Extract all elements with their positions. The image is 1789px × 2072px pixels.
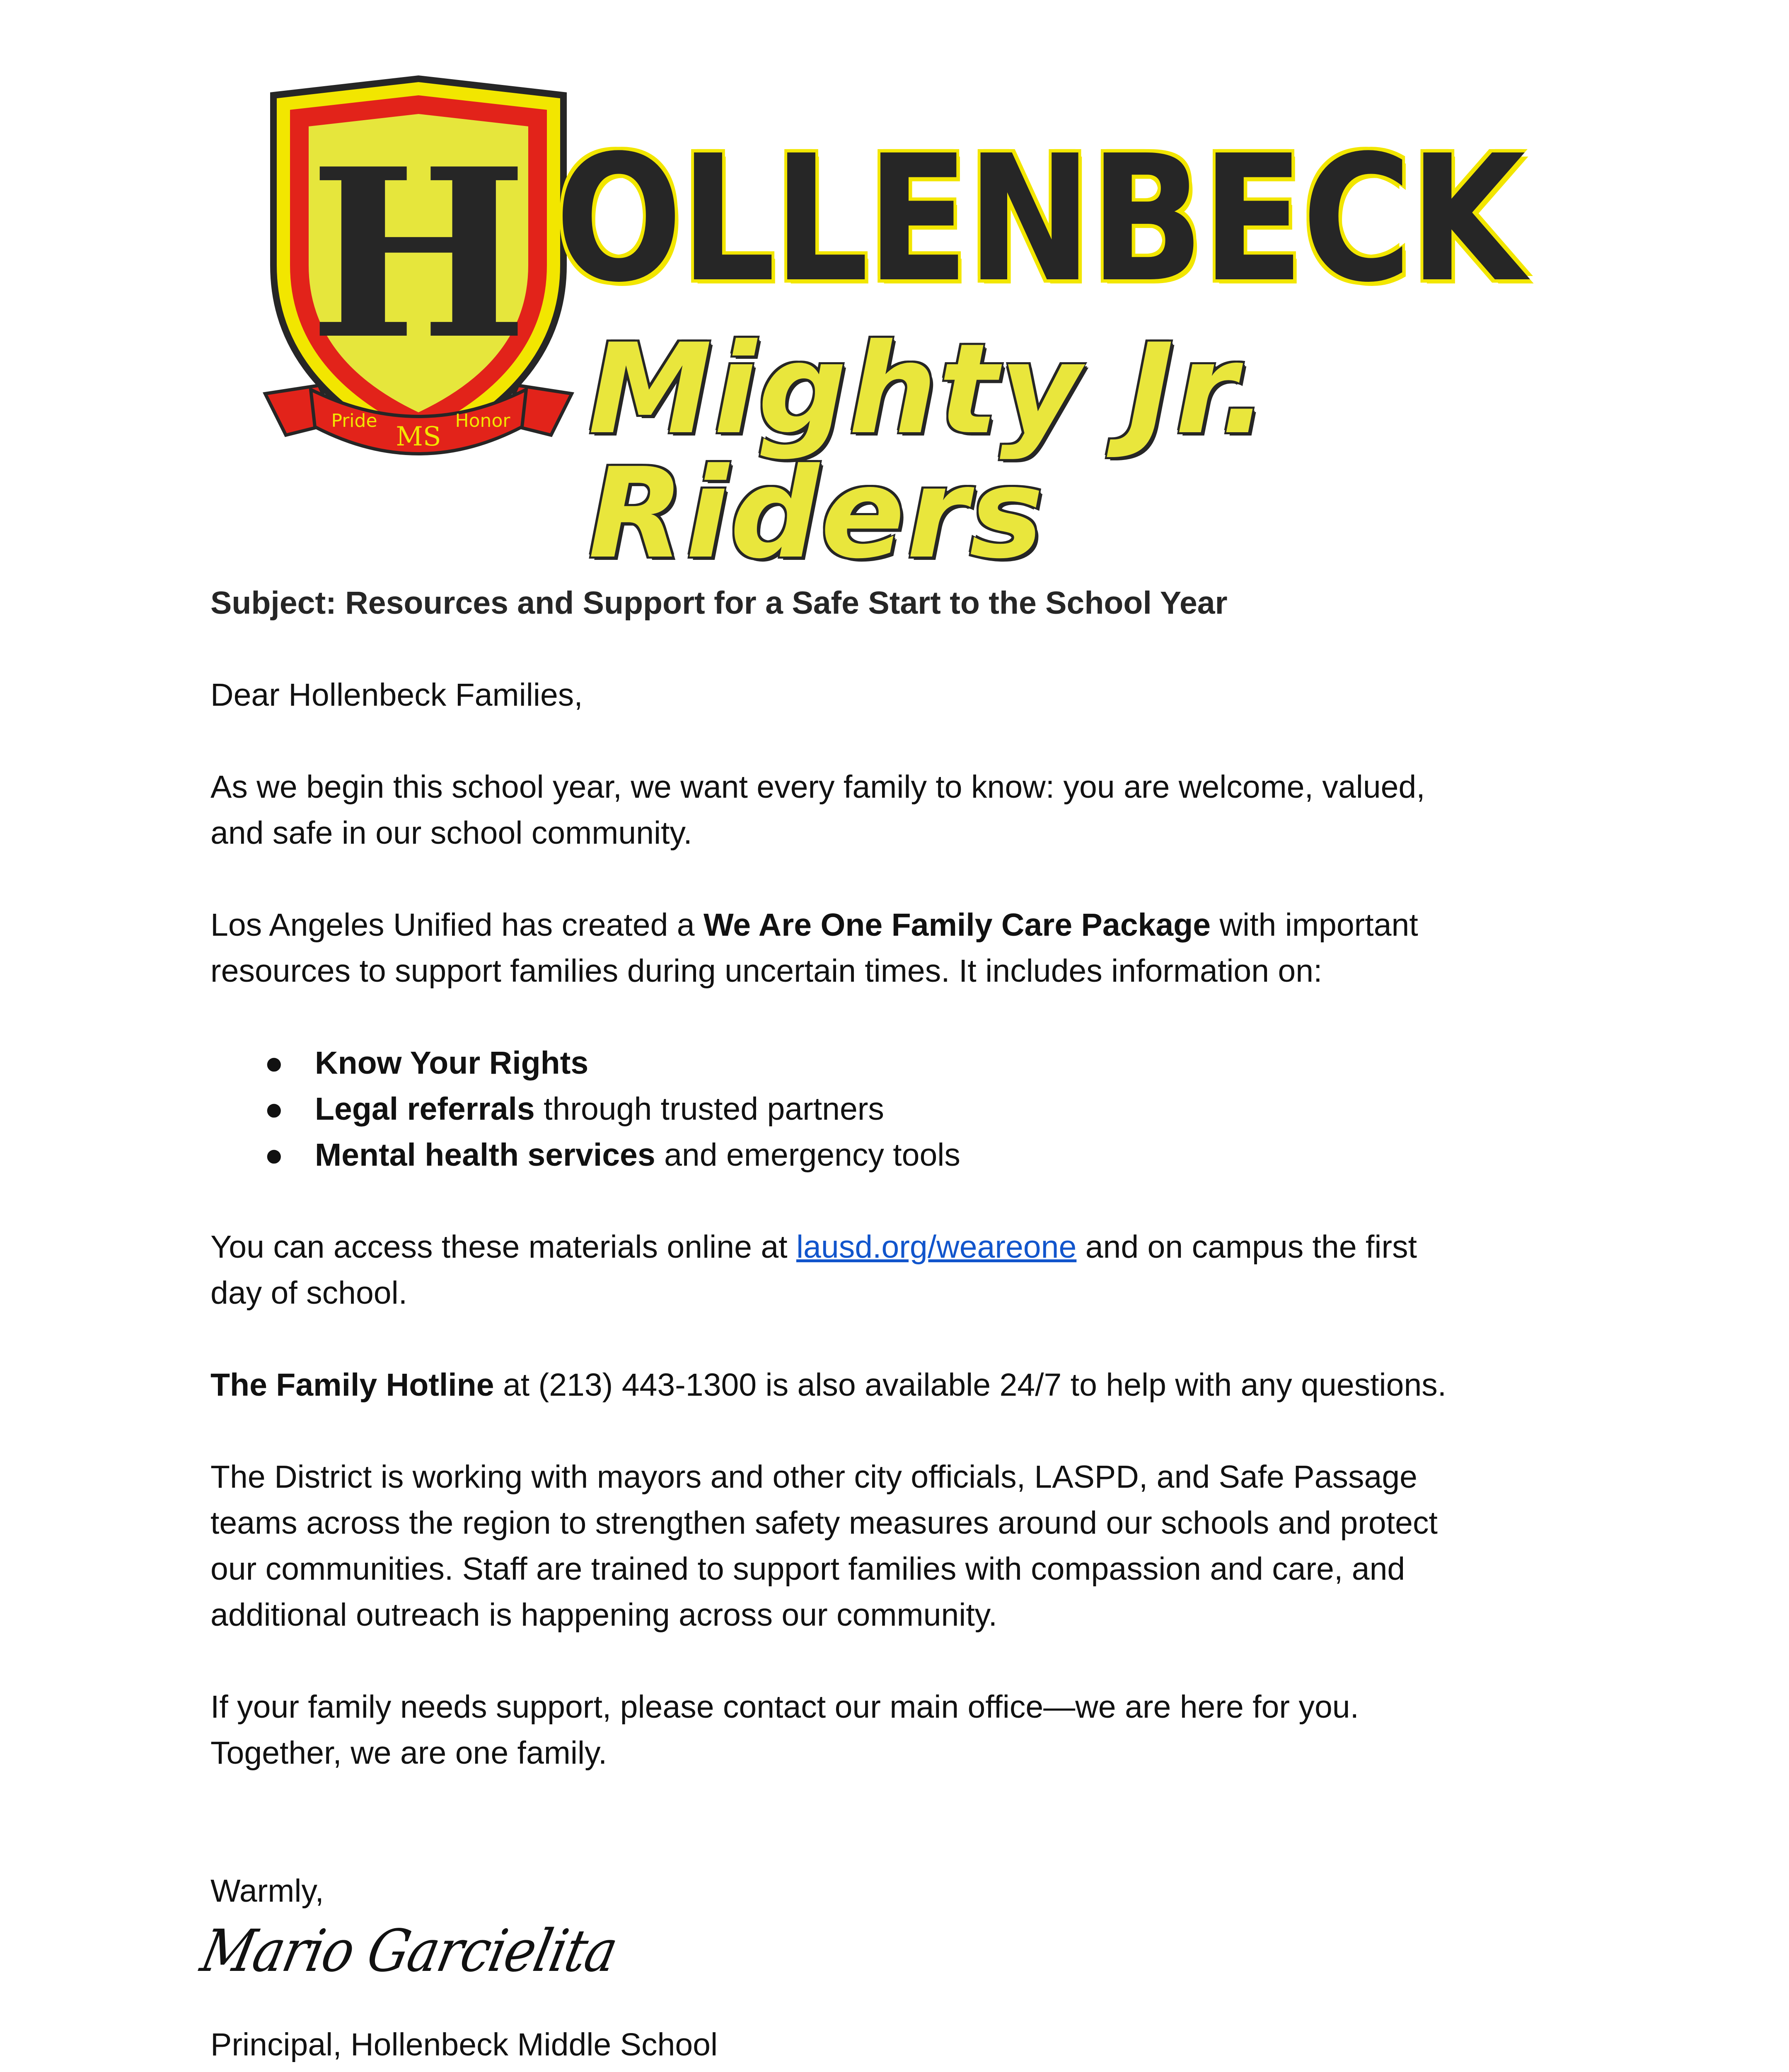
letter-subject: Subject: Resources and Support for a Safe Start to the School Year [210, 585, 1228, 621]
care-package-name: We Are One Family Care Package [704, 907, 1211, 943]
access-line-2: day of school. [210, 1275, 408, 1311]
list-item-text: and emergency tools [655, 1137, 960, 1173]
district-line: additional outreach is happening across our community. [210, 1597, 997, 1633]
access-post-text: and on campus the first [1076, 1229, 1417, 1265]
list-item [210, 1086, 1594, 1132]
district-line: our communities. Staff are trained to support families with compassion and care, and [210, 1551, 1405, 1587]
list-item-bold: Legal referrals [315, 1091, 535, 1127]
care-pre-text: Los Angeles Unified has created a [210, 907, 704, 943]
shield-letter: H [309, 118, 528, 391]
logo-wordmark: OLLENBECK [555, 118, 1523, 321]
care-line-2: resources to support families during uncertain times. It includes information on: [210, 953, 1322, 989]
closing-paragraph [210, 1684, 1594, 1776]
closing-line: If your family needs support, please contact our main office—we are here for you. [210, 1689, 1359, 1725]
shield-crest-icon [257, 70, 580, 468]
care-package-paragraph [210, 902, 1594, 994]
list-item [210, 1040, 1594, 1086]
care-post-text: with important [1211, 907, 1418, 943]
intro-paragraph [210, 764, 1594, 856]
list-item-text: through trusted partners [534, 1091, 884, 1127]
hotline-text: at (213) 443-1300 is also available 24/7 to help with any questions. [494, 1367, 1447, 1403]
list-item-bold: Mental health services [315, 1137, 655, 1173]
banner-right-text: Honor [455, 410, 510, 431]
bullet-dot-icon: ● [264, 1137, 284, 1173]
access-paragraph [210, 1224, 1594, 1316]
district-line: The District is working with mayors and other city officials, LASPD, and Safe Passage [210, 1459, 1417, 1495]
list-item [210, 1132, 1594, 1178]
district-paragraph [210, 1454, 1594, 1638]
signer-title: Principal, Hollenbeck Middle School [210, 2027, 718, 2062]
banner-center-text: MS [396, 421, 441, 452]
district-line: teams across the region to strengthen safety measures around our schools and protect [210, 1505, 1438, 1541]
handwritten-signature: Mario Garcielita [195, 1917, 623, 1985]
letter-body [195, 580, 1594, 2068]
bullet-dot-icon: ● [264, 1091, 284, 1127]
bullet-dot-icon: ● [264, 1045, 284, 1081]
logo-tagline: Mighty Jr. Riders [588, 317, 1269, 586]
banner-left-text: Pride [331, 410, 377, 431]
resource-list [210, 1040, 1594, 1178]
list-item-bold: Know Your Rights [315, 1045, 589, 1081]
intro-line-2: and safe in our school community. [210, 815, 692, 851]
access-pre-text: You can access these materials online at [210, 1229, 796, 1265]
signoff: Warmly, [210, 1873, 324, 1909]
school-logo [257, 70, 1523, 586]
intro-line-1: As we begin this school year, we want every family to know: you are welcome, valued, [210, 769, 1425, 805]
hotline-paragraph [210, 1362, 1594, 1408]
weareone-link[interactable]: lausd.org/weareone [796, 1229, 1077, 1265]
closing-line: Together, we are one family. [210, 1735, 607, 1771]
letter-greeting: Dear Hollenbeck Families, [210, 677, 583, 713]
hotline-name: The Family Hotline [210, 1367, 494, 1403]
